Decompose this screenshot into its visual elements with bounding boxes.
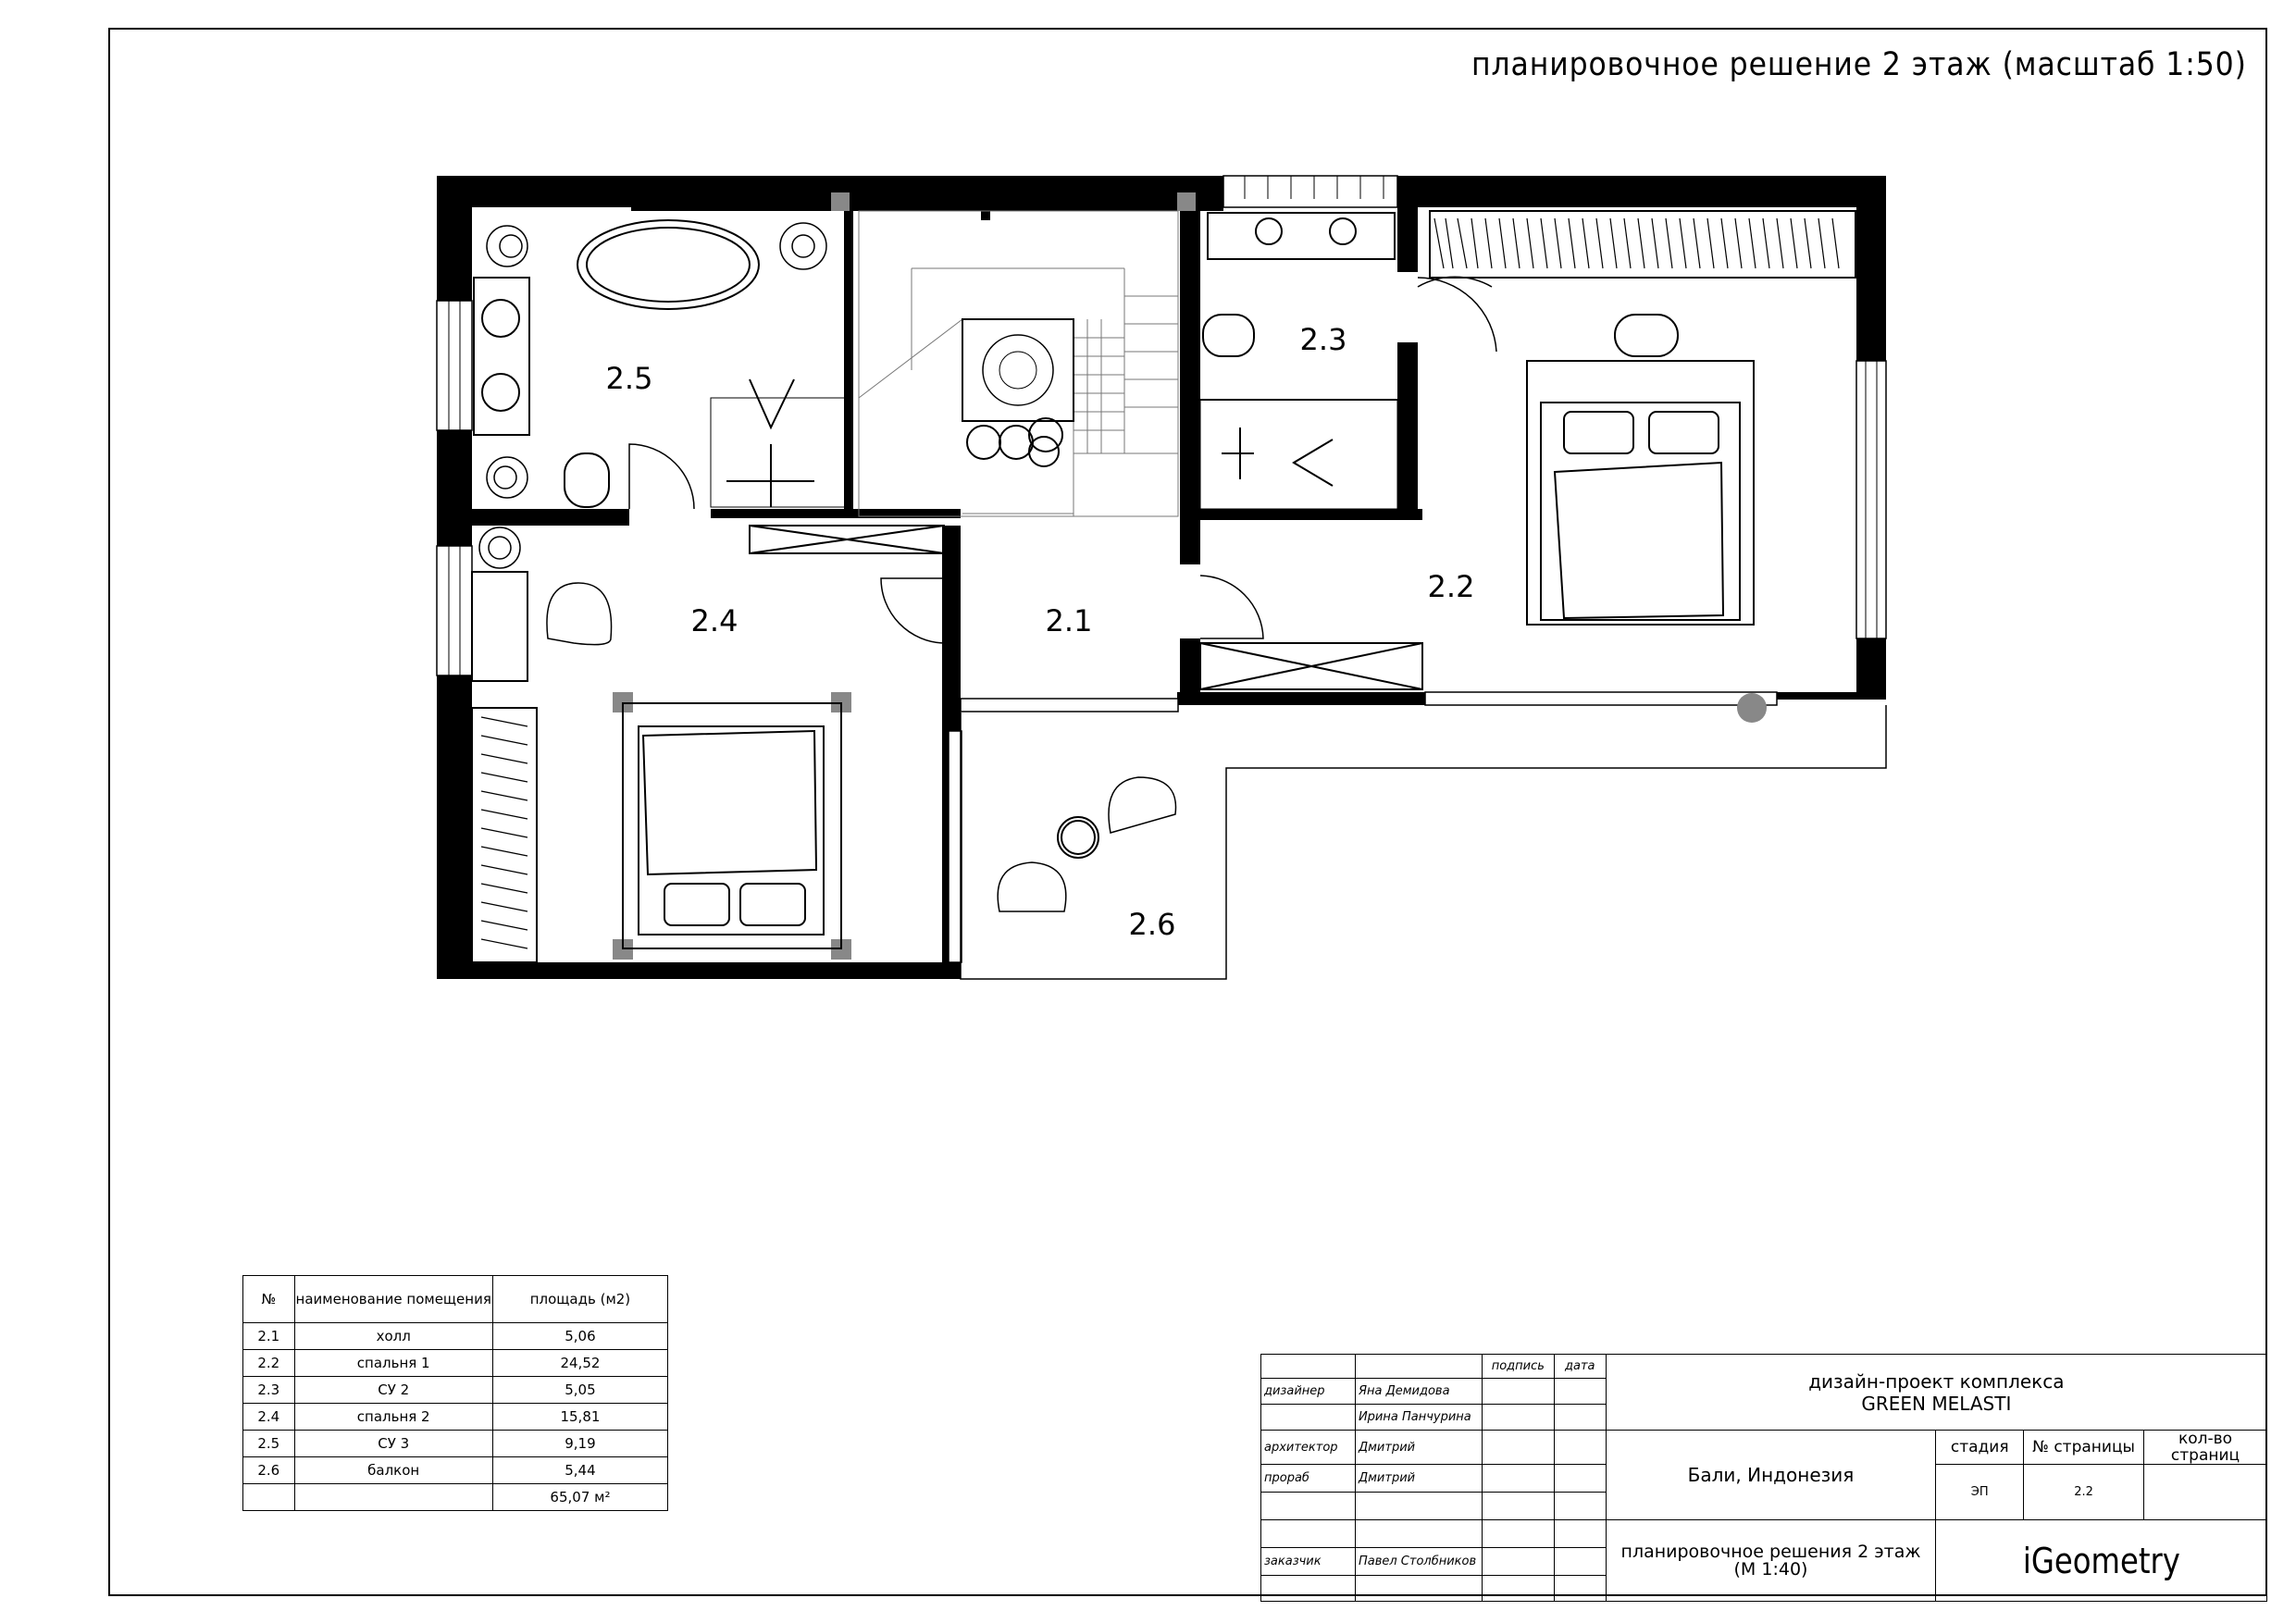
sheet-title: планировочное решение 2 этаж (масштаб 1:50) (1471, 46, 2247, 83)
room-label-2-4: 2.4 (690, 603, 738, 638)
table-row: 2.6 балкон 5,44 (243, 1457, 668, 1484)
room-label-2-3: 2.3 (1299, 322, 1347, 357)
col-signature: подпись (1482, 1355, 1554, 1379)
col-date: дата (1554, 1355, 1606, 1379)
table-row: 2.2 спальня 1 24,52 (243, 1350, 668, 1377)
pages-label: кол-во страниц (2144, 1431, 2267, 1465)
table-row: 2.3 СУ 2 5,05 (243, 1377, 668, 1404)
title-block: подпись дата дизайн-проект комплекса GREEN MELASTI дизайнер Яна Демидова Ирина Панчурина архитектор Дмитрий Бали, Индонезия стадия № страницы кол-во страниц прораб Дмитрий ЭП 2.2 планировочное решения 2 этаж (М 1:40) iGeometry заказчик Павел Столбников (1260, 1354, 2267, 1602)
room-label-2-6: 2.6 (1128, 907, 1176, 942)
table-total-row (243, 1484, 668, 1511)
header-number: № (243, 1276, 295, 1323)
table-row: 2.4 спальня 2 15,81 (243, 1404, 668, 1431)
header-room-name: наименование помещения (294, 1276, 492, 1323)
stage-value: ЭП (1936, 1465, 2024, 1520)
table-row: 2.5 СУ 3 9,19 (243, 1431, 668, 1457)
room-label-2-2: 2.2 (1427, 569, 1475, 604)
page-value: 2.2 (2024, 1465, 2144, 1520)
total-area: 65,07 м² (492, 1484, 667, 1511)
company-logo: iGeometry (1961, 1520, 2242, 1602)
header-area: площадь (м2) (492, 1276, 667, 1323)
project-title: дизайн-проект комплекса GREEN MELASTI (1606, 1355, 2266, 1431)
location: Бали, Индонезия (1606, 1431, 1936, 1520)
table-row: 2.1 холл 5,06 (243, 1323, 668, 1350)
room-label-2-1: 2.1 (1045, 603, 1093, 638)
stage-label: стадия (1936, 1431, 2024, 1465)
room-label-2-5: 2.5 (605, 361, 653, 396)
page-label: № страницы (2024, 1431, 2144, 1465)
room-schedule-table (242, 1275, 668, 1511)
sheet-name: планировочное решения 2 этаж (М 1:40) (1606, 1520, 1936, 1602)
